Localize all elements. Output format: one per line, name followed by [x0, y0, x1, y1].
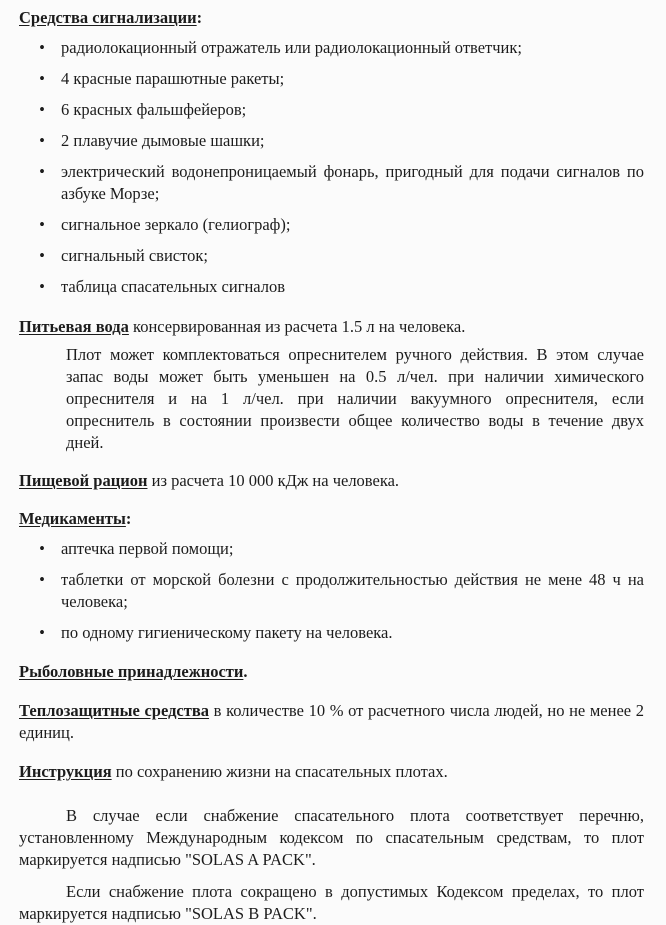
signaling-heading: Средства сигнализации: [19, 8, 197, 27]
fishing-line: [19, 661, 644, 683]
bullet: •: [39, 623, 45, 642]
signaling-item-text: 6 красных фальшфейеров;: [61, 100, 247, 119]
list-item: [19, 622, 644, 644]
signaling-item-text: электрический водонепроницаемый фонарь, пригодный для подачи сигналов по азбуке Морзе;: [61, 162, 644, 203]
instruction-text: по сохранению жизни на спасательных плотах.: [111, 762, 448, 781]
signaling-item-text: радиолокационный отражатель или радиолокационный ответчик;: [61, 38, 522, 57]
water-heading: Питьевая вода: [19, 317, 129, 336]
bullet: •: [39, 162, 45, 181]
instruction-heading: Инструкция: [19, 762, 112, 781]
bullet: •: [39, 277, 45, 296]
medicine-list: [19, 538, 644, 644]
list-item: [19, 214, 644, 236]
bullet: •: [39, 539, 45, 558]
thermal-line: [19, 700, 644, 744]
list-item: [19, 99, 644, 121]
solas-para-a: В случае если снабжение спасательного плота соответствует перечню, установленному Международным кодексом по спасательным средствам, то плот маркируется надписью "SOLAS A PACK".: [19, 806, 644, 869]
signaling-item-text: 4 красные парашютные ракеты;: [61, 69, 285, 88]
food-line: [19, 470, 644, 492]
list-item: [19, 569, 644, 613]
list-item: [19, 538, 644, 560]
bullet: •: [39, 69, 45, 88]
signaling-list: [19, 37, 644, 298]
medicine-heading-colon: :: [125, 509, 132, 528]
water-line: [19, 316, 644, 338]
solas-para-b: Если снабжение плота сокращено в допустимых Кодексом пределах, то плот маркируется надписью "SOLAS B PACK".: [19, 882, 644, 923]
signaling-item-text: сигнальное зеркало (гелиограф);: [61, 215, 291, 234]
list-item: [19, 161, 644, 205]
signaling-item-text: сигнальный свисток;: [61, 246, 208, 265]
signaling-heading-line: [19, 7, 644, 29]
medicine-heading-line: [19, 508, 644, 530]
food-heading: Пищевой рацион: [19, 471, 148, 490]
signaling-heading-colon: :: [196, 8, 203, 27]
list-item: [19, 130, 644, 152]
list-item: [19, 68, 644, 90]
medicine-item-text: по одному гигиеническому пакету на человека.: [61, 623, 393, 642]
medicine-heading: Медикаменты: [19, 509, 126, 528]
medicine-item-text: таблетки от морской болезни с продолжительностью действия не мене 48 ч на человека;: [61, 570, 644, 611]
list-item: [19, 245, 644, 267]
fishing-heading-dot: .: [243, 662, 248, 681]
bullet: •: [39, 131, 45, 150]
bullet: •: [39, 100, 45, 119]
list-item: [19, 276, 644, 298]
instruction-line: [19, 761, 644, 783]
fishing-heading: Рыболовные принадлежности: [19, 662, 244, 681]
list-item: [19, 37, 644, 59]
signaling-item-text: 2 плавучие дымовые шашки;: [61, 131, 265, 150]
food-text: из расчета 10 000 кДж на человека.: [147, 471, 400, 490]
thermal-heading: Теплозащитные средства: [19, 701, 210, 720]
bullet: •: [39, 246, 45, 265]
bullet: •: [39, 38, 45, 57]
medicine-item-text: аптечка первой помощи;: [61, 539, 234, 558]
signaling-item-text: таблица спасательных сигналов: [61, 277, 286, 296]
water-note: Плот может комплектоваться опреснителем ручного действия. В этом случае запас воды может быть уменьшен на 0.5 л/чел. при наличии химического опреснителя и на 1 л/чел. при наличии вакуумного опреснителя, если опреснитель в состоянии произвести общее количество воды в течение двух дней.: [66, 345, 644, 452]
bullet: •: [39, 570, 45, 589]
thermal-text: в количестве 10 % от расчетного числа людей, но не менее 2 единиц.: [19, 701, 644, 742]
bullet: •: [39, 215, 45, 234]
water-text: консервированная из расчета 1.5 л на человека.: [128, 317, 466, 336]
